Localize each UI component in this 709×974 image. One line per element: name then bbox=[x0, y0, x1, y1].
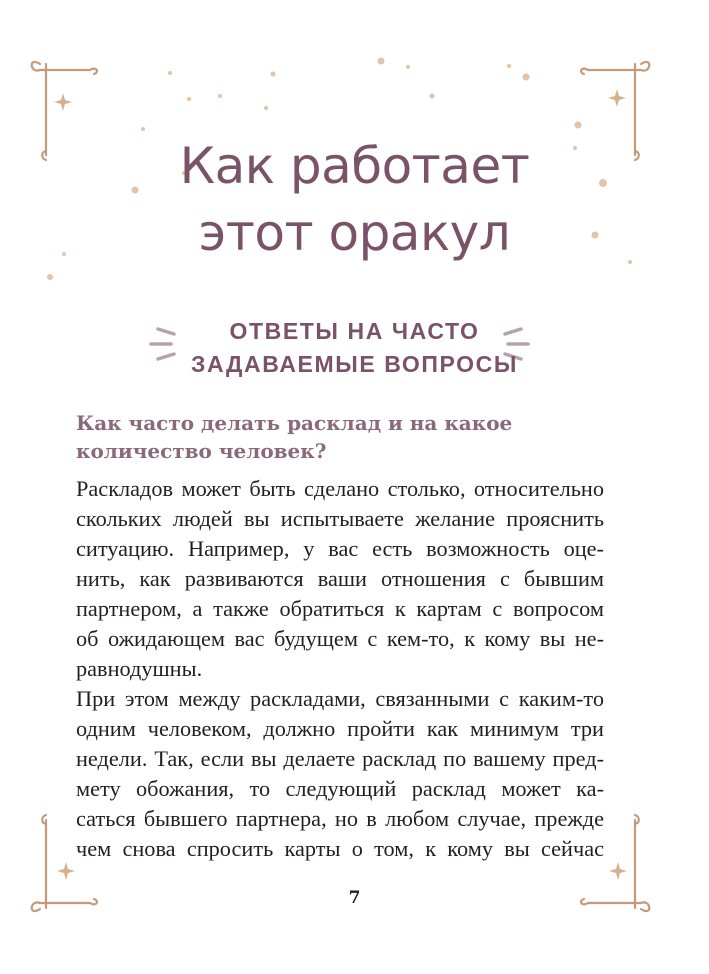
sparkle-icon bbox=[54, 93, 72, 111]
sparkle-icon bbox=[57, 862, 75, 880]
text-line: саться бывшего партнера, но в любом случае, прежде bbox=[76, 806, 604, 831]
section-subtitle-line-1: ОТВЕТЫ НА ЧАСТО bbox=[229, 318, 480, 344]
text-line: ситуацию. Например, у вас есть возможность оце- bbox=[76, 536, 604, 561]
text-line: скольких людей вы испытываете желание прояснить bbox=[76, 506, 604, 531]
section-subtitle-line-2: ЗАДАВАЕМЫЕ ВОПРОСЫ bbox=[190, 351, 518, 377]
text-line: чем снова спросить карты о том, к кому вы сейчас bbox=[76, 836, 604, 861]
text-line: нить, как развиваются ваши отношения с бывшим bbox=[76, 566, 604, 591]
page-title-line-1: Как работает bbox=[179, 137, 530, 195]
sparkle-icon bbox=[608, 89, 626, 107]
answer-paragraph-2 bbox=[76, 684, 604, 864]
text-line: Раскладов может быть сделано столько, относительно bbox=[76, 476, 604, 501]
text-line: При этом между раскладами, связанными с каким-то bbox=[76, 686, 604, 711]
page-number: 7 bbox=[348, 888, 361, 908]
text-line: мету обожания, то следующий расклад может ка- bbox=[76, 776, 604, 801]
answer-paragraph-1 bbox=[76, 474, 604, 684]
text-line: одним человеком, должно пройти как минимум три bbox=[76, 716, 604, 741]
text-line: равнодушны. bbox=[76, 656, 203, 681]
text-line: партнером, а также обратиться к картам с вопросом bbox=[76, 596, 604, 621]
sparkle-icon bbox=[609, 862, 627, 880]
text-line: недели. Так, если вы делаете расклад по вашему пред- bbox=[76, 746, 604, 771]
page-title-line-2: этот оракул bbox=[198, 204, 511, 262]
text-line: об ожидающем вас будущем с кем-то, к кому вы не- bbox=[76, 626, 604, 651]
faq-question: Как часто делать расклад и на какое количество человек? bbox=[76, 411, 513, 463]
